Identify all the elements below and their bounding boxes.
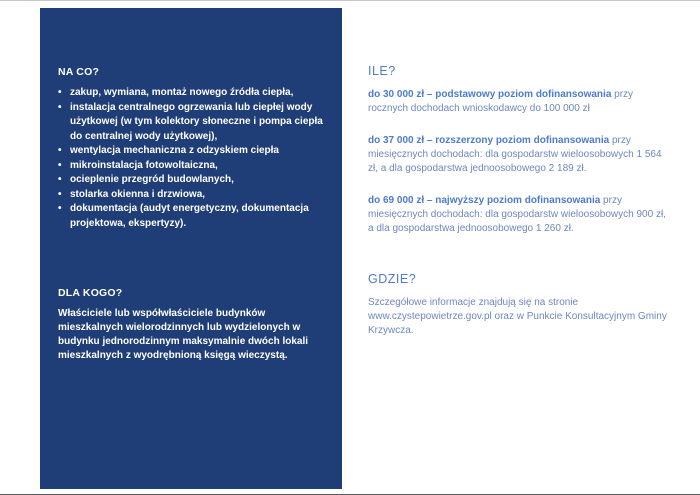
who-block [58,287,326,363]
where-text: Szczegółowe informacje znajdują się na stronie www.czystepowietrze.gov.pl oraz w Punkcie Konsultacyjnym Gminy Krzywcza. [368,297,667,336]
funding-tier-highest [368,194,668,236]
list-item: • dokumentacja (audyt energetyczny, dokumentacja projektowa, ekspertyzy). [58,202,326,231]
list-item: • wentylacja mechaniczna z odzyskiem ciepła [58,144,326,159]
list-item: • ocieplenie przegród budowlanych, [58,173,326,188]
how-much-title: ILE? [368,64,396,78]
who-title: DLA KOGO? [58,287,123,299]
tier-highlight: do 69 000 zł – najwyższy poziom dofinansowania [368,195,601,206]
right-column [368,64,668,338]
where-title: GDZIE? [368,272,417,286]
tier-highlight: do 30 000 zł – podstawowy poziom dofinansowania [368,89,612,100]
tier-highlight: do 37 000 zł – rozszerzony poziom dofinansowania [368,135,610,146]
list-item: • instalacja centralnego ogrzewania lub ciepłej wody użytkowej (w tym kolektory słoneczne i pompa ciepła do centralnej wody użytkowej), [58,101,326,145]
funding-tier-basic [368,88,668,116]
what-title: NA CO? [58,66,100,78]
tier-description: przy miesięcznych dochodach: dla gospodarstw wieloosobowych 1 564 zł, a dla gospodarstwa jednoosobowego 2 189 zł. [368,135,662,174]
list-item: • mikroinstalacja fotowoltaiczna, [58,159,326,174]
where-block [368,272,668,338]
list-item: • stolarka okienna i drzwiowa, [58,188,326,203]
scope-list [58,86,326,231]
who-text: Właściciele lub współwłaściciele budynków mieszkalnych wielorodzinnych lub wydzielonych w budynku jednorodzinnym maksymalnie dwóch lokali mieszkalnych z wyodrębnioną księgą wieczystą. [58,308,309,361]
tier-description: przy miesięcznych dochodach: dla gospodarstw wieloosobowych 900 zł, a dla gospodarstwa jednoosobowego 1 260 zł. [368,195,666,234]
left-panel [40,8,342,489]
tier-description: przy rocznych dochodach wnioskodawcy do 100 000 zł [368,89,634,114]
list-item: • zakup, wymiana, montaż nowego źródła ciepła, [58,86,326,101]
funding-tier-extended [368,134,668,176]
